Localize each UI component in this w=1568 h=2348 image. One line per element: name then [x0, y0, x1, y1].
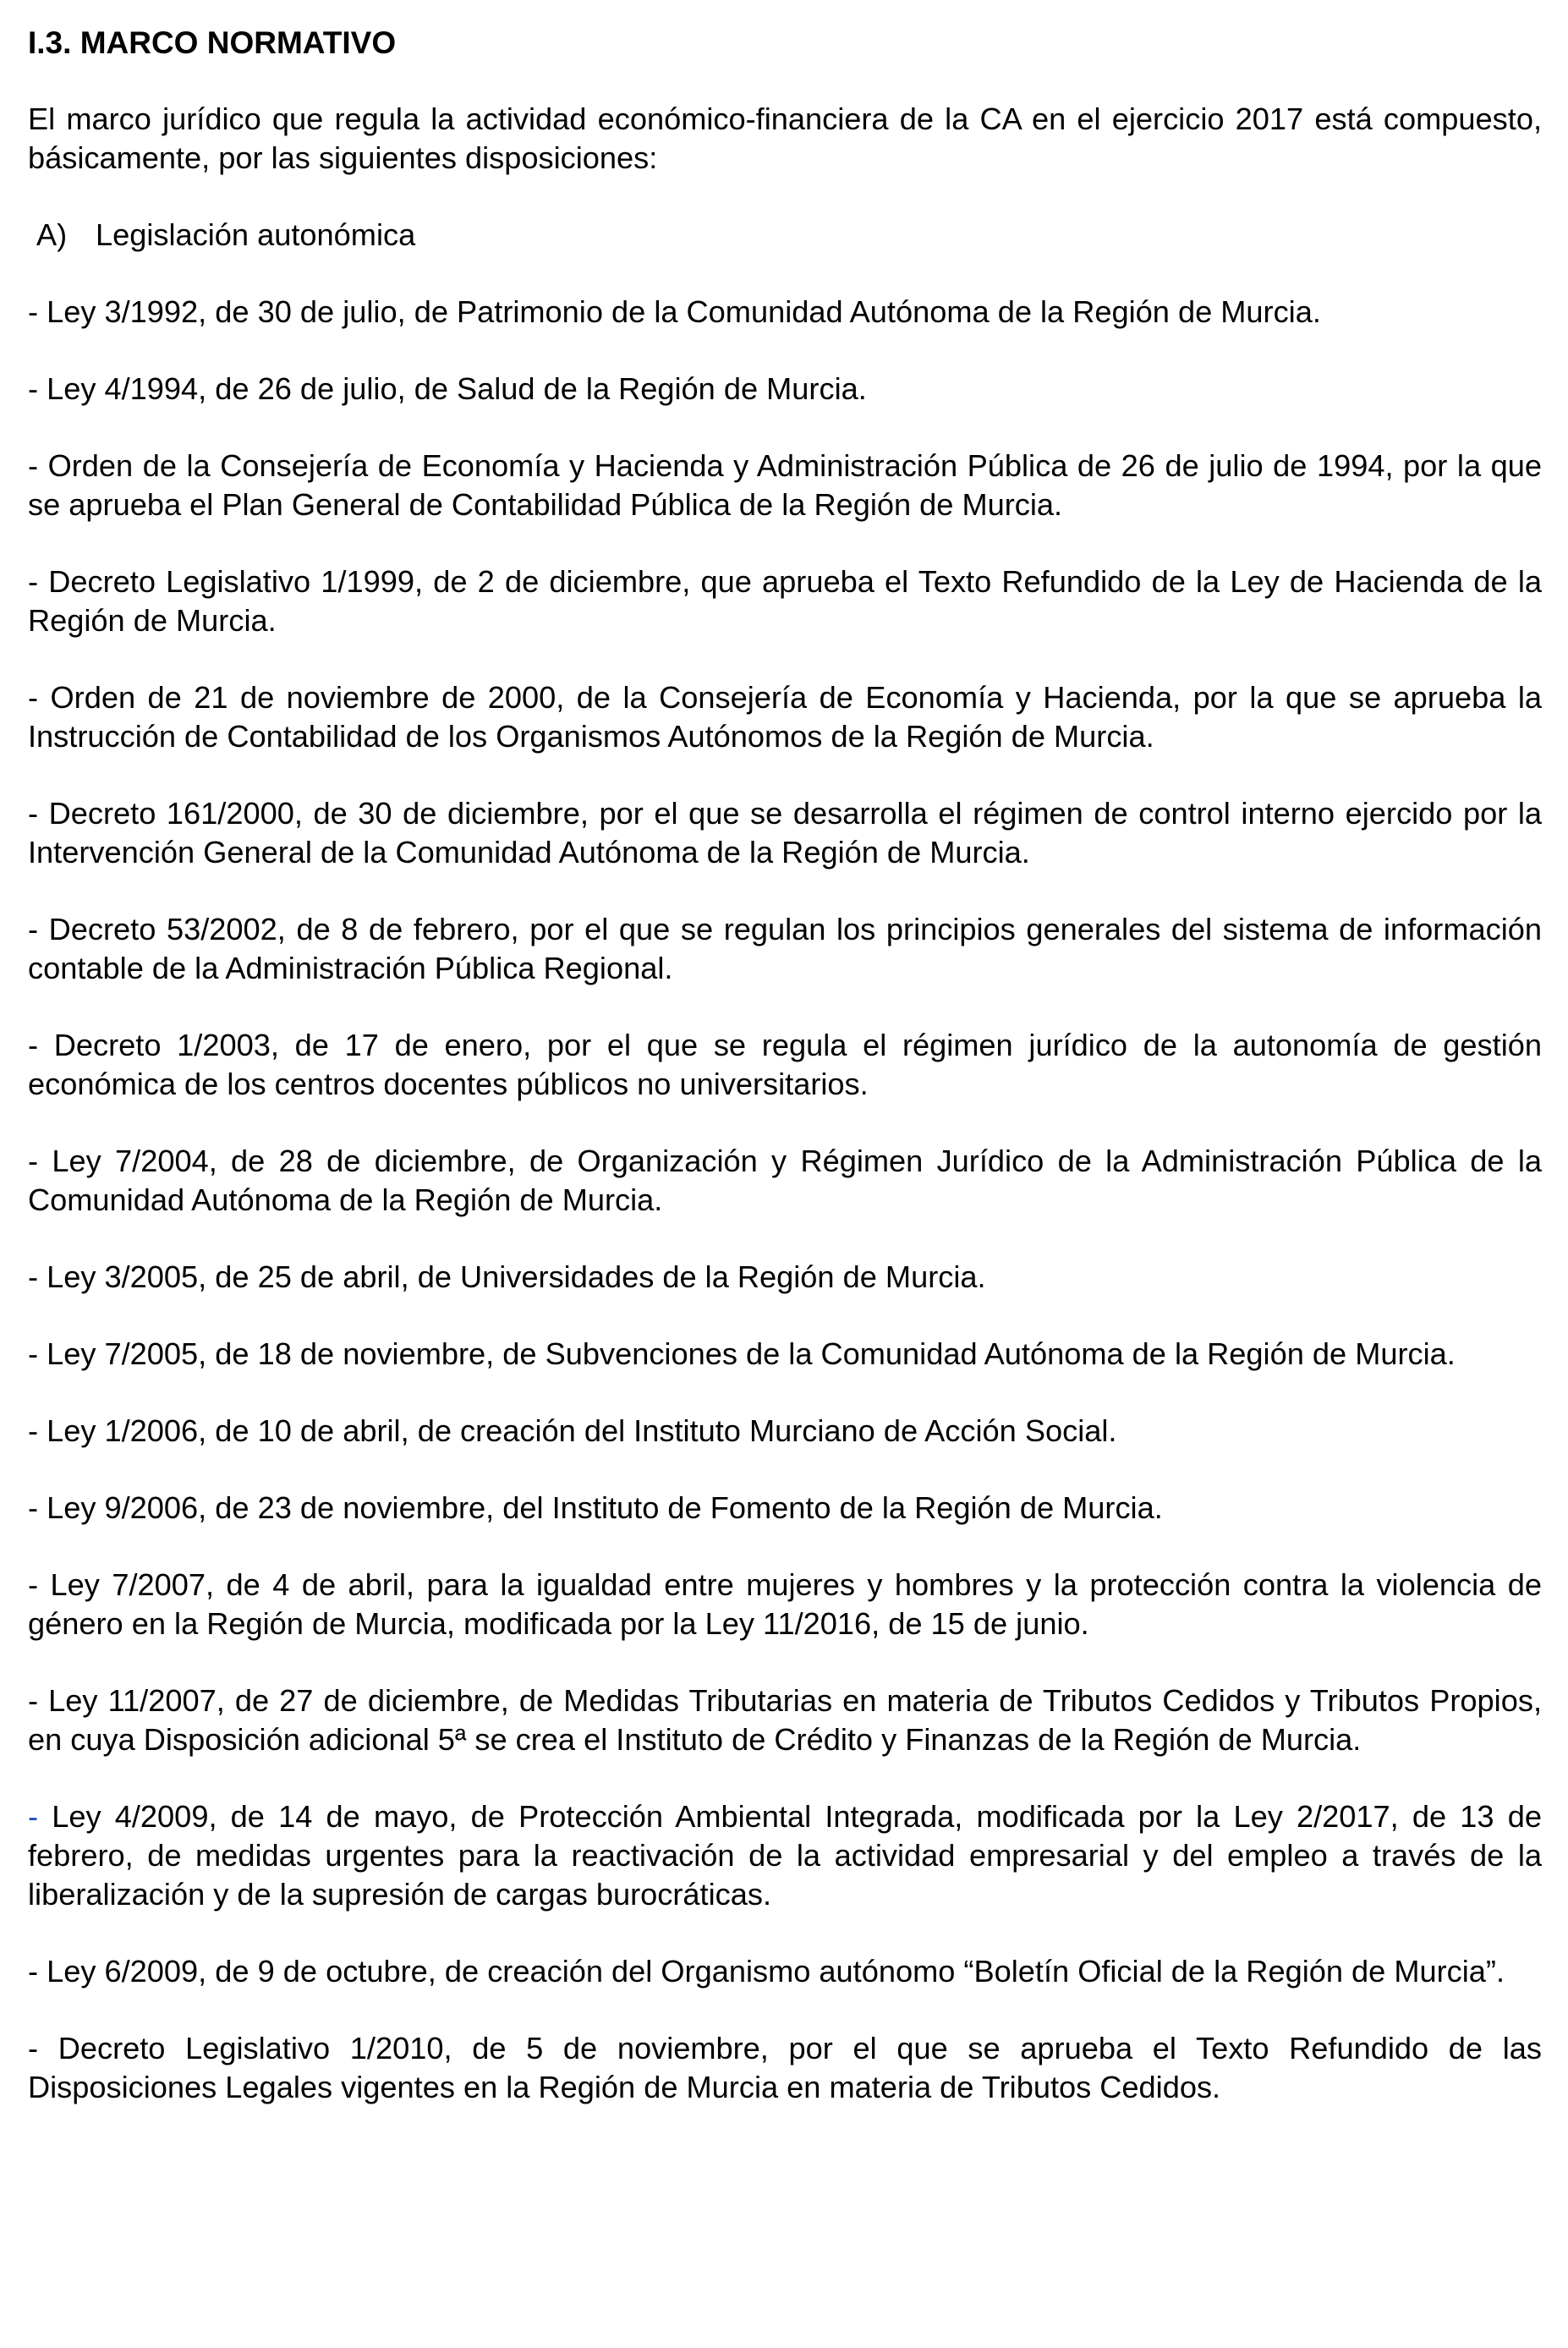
- intro-paragraph: El marco jurídico que regula la actividad económico-financiera de la CA en el ejercicio 2017 está compuesto, básicamente, por las siguientes disposiciones:: [28, 101, 1542, 175]
- list-item: - Ley 7/2007, de 4 de abril, para la igualdad entre mujeres y hombres y la protección contra la violencia de género en la Región de Murcia, modificada por la Ley 11/2016, de 15 de junio.: [28, 1567, 1542, 1641]
- subsection-label: Legislación autonómica: [96, 217, 416, 252]
- list-item: - Decreto Legislativo 1/1999, de 2 de diciembre, que aprueba el Texto Refundido de la Ley de Hacienda de la Región de Murcia.: [28, 564, 1542, 638]
- list-item: - Ley 4/1994, de 26 de julio, de Salud de la Región de Murcia.: [28, 371, 867, 406]
- list-item: - Ley 11/2007, de 27 de diciembre, de Medidas Tributarias en materia de Tributos Cedidos y Tributos Propios, en cuya Disposición adicional 5ª se crea el Instituto de Crédito y Finanzas de la Región de Murcia.: [28, 1683, 1542, 1757]
- list-item: - Orden de 21 de noviembre de 2000, de la Consejería de Economía y Hacienda, por la que se aprueba la Instrucción de Contabilidad de los Organismos Autónomos de la Región de Murcia.: [28, 680, 1542, 754]
- list-item: - Ley 9/2006, de 23 de noviembre, del Instituto de Fomento de la Región de Murcia.: [28, 1490, 1163, 1525]
- list-item-ley-4-2009: [28, 1797, 1542, 1914]
- section-heading: I.3. MARCO NORMATIVO: [28, 25, 397, 60]
- subsection-letter: A): [36, 217, 68, 252]
- list-item: - Ley 6/2009, de 9 de octubre, de creación del Organismo autónomo “Boletín Oficial de la Región de Murcia”.: [28, 1954, 1505, 1989]
- list-item: - Decreto 1/2003, de 17 de enero, por el que se regula el régimen jurídico de la autonomía de gestión económica de los centros docentes públicos no universitarios.: [28, 1028, 1542, 1101]
- list-item: - Ley 3/1992, de 30 de julio, de Patrimonio de la Comunidad Autónoma de la Región de Murcia.: [28, 294, 1321, 329]
- list-item: - Ley 1/2006, de 10 de abril, de creación del Instituto Murciano de Acción Social.: [28, 1413, 1117, 1448]
- list-item: - Ley 7/2005, de 18 de noviembre, de Subvenciones de la Comunidad Autónoma de la Región de Murcia.: [28, 1336, 1456, 1371]
- document-page: [28, 24, 1542, 2145]
- list-item: - Ley 7/2004, de 28 de diciembre, de Organización y Régimen Jurídico de la Administración Pública de la Comunidad Autónoma de la Región de Murcia.: [28, 1144, 1542, 1217]
- list-item: - Orden de la Consejería de Economía y Hacienda y Administración Pública de 26 de julio de 1994, por la que se aprueba el Plan General de Contabilidad Pública de la Región de Murcia.: [28, 448, 1542, 522]
- list-item: - Decreto Legislativo 1/2010, de 5 de noviembre, por el que se aprueba el Texto Refundido de las Disposiciones Legales vigentes en la Región de Murcia en materia de Tributos Cedidos.: [28, 2031, 1542, 2104]
- subsection-title: [28, 216, 1542, 255]
- list-item-text: Ley 4/2009, de 14 de mayo, de Protección Ambiental Integrada, modificada por la Ley 2/2017, de 13 de febrero, de medidas urgentes para la reactivación de la actividad empresarial y del empleo a través de la liberalización y de la supresión de cargas burocráticas.: [28, 1799, 1542, 1912]
- list-item: - Ley 3/2005, de 25 de abril, de Universidades de la Región de Murcia.: [28, 1259, 986, 1294]
- list-item: - Decreto 161/2000, de 30 de diciembre, por el que se desarrolla el régimen de control interno ejercido por la Intervención General de la Comunidad Autónoma de la Región de Murcia.: [28, 796, 1542, 870]
- list-item: - Decreto 53/2002, de 8 de febrero, por el que se regulan los principios generales del sistema de información contable de la Administración Pública Regional.: [28, 912, 1542, 985]
- blue-dash: -: [28, 1799, 39, 1834]
